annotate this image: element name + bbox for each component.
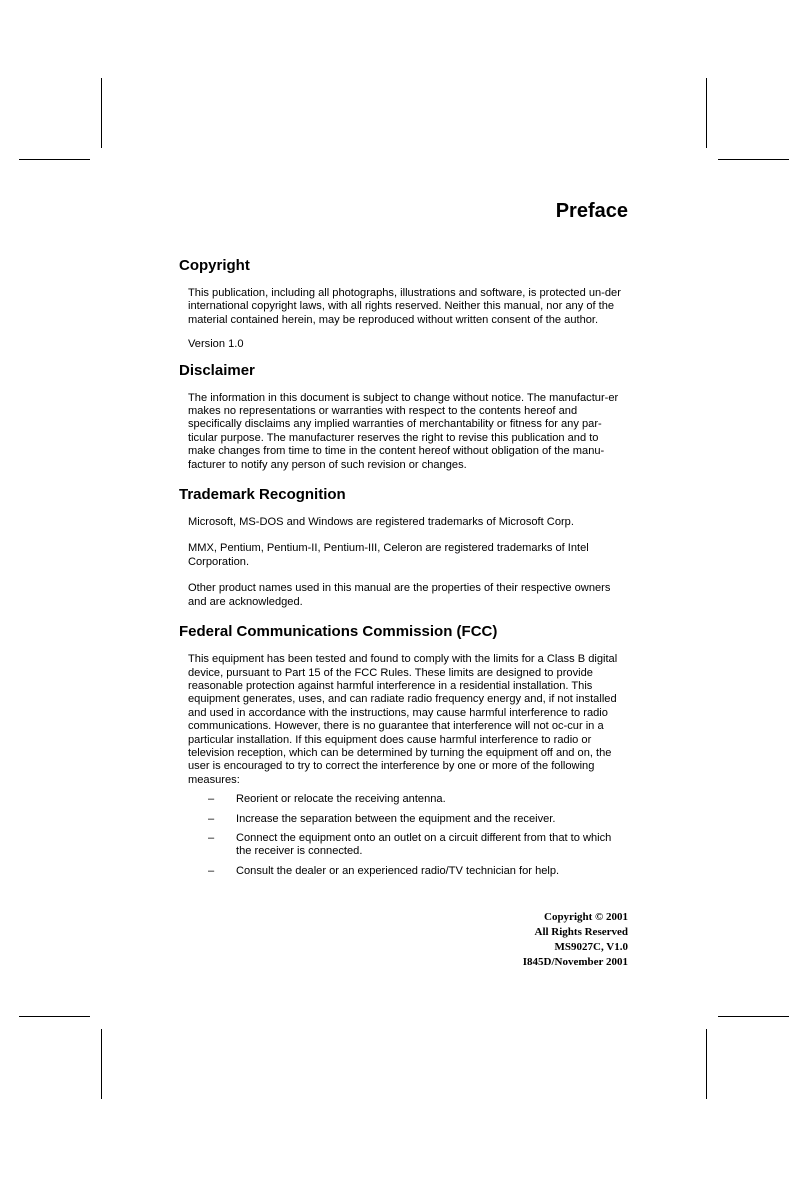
- crop-mark-bottom-left-horizontal: [19, 1016, 90, 1017]
- list-item: [188, 793, 628, 806]
- paragraph: Microsoft, MS-DOS and Windows are registered trademarks of Microsoft Corp.: [188, 516, 574, 529]
- paragraph: This equipment has been tested and found to comply with the limits for a Class B digital device, pursuant to Part 15 of the FCC Rules. These limits are designed to provide reasonable protection against harmful interference in a residential installation. This equipment generates, uses, and can radiate radio frequency energy and, if not installed and used in accordance with the instructions, may cause harmful interference to radio communications. However, there is no guarantee that interference will not oc-cur in a particular installation. If this equipment does cause harmful interference to radio or television reception, which can be determined by turning the equipment off and on, the user is encouraged to try to correct the interference by one or more of the following measures:: [188, 653, 618, 786]
- copyright-footer: [523, 910, 628, 970]
- dash-bullet: –: [208, 864, 215, 877]
- footer-rights-line: All Rights Reserved: [534, 926, 628, 938]
- footer-date-line: I845D/November 2001: [522, 956, 628, 968]
- section-trademark-recognition: [179, 486, 628, 609]
- section-heading: Copyright: [179, 257, 250, 274]
- section-heading: Trademark Recognition: [179, 486, 346, 504]
- crop-mark-top-left-horizontal: [19, 159, 90, 160]
- list-item-text: Connect the equipment onto an outlet on a circuit different from that to which the receiver is connected.: [236, 831, 612, 858]
- dash-bullet: –: [208, 831, 215, 844]
- paragraph: The information in this document is subject to change without notice. The manufactur-er makes no representations or warranties with respect to the contents hereof and specifically disclaims any implied warranties of merchantability or fitness for any par-ticular purpose. The manufacturer reserves the right to revise this publication and to make changes from time to time in the content hereof without obligation of the manu-facturer to notify any person of such revision or changes.: [188, 391, 619, 471]
- list-item: [188, 832, 628, 859]
- crop-mark-top-right-horizontal: [718, 159, 789, 160]
- dash-bullet: –: [208, 812, 215, 825]
- crop-mark-bottom-right-horizontal: [718, 1016, 789, 1017]
- document-body: [179, 257, 628, 888]
- measures-list: [188, 793, 628, 878]
- footer-copyright-line: Copyright © 2001: [544, 911, 628, 923]
- crop-mark-top-right-vertical: [706, 78, 707, 148]
- section-fcc: [179, 623, 628, 878]
- list-item: [188, 813, 628, 826]
- crop-mark-top-left-vertical: [101, 78, 102, 148]
- list-item-text: Consult the dealer or an experienced radio/TV technician for help.: [236, 864, 560, 877]
- list-item-text: Increase the separation between the equipment and the receiver.: [236, 812, 556, 825]
- section-copyright: [179, 257, 628, 352]
- section-disclaimer: [179, 362, 628, 472]
- footer-model-line: MS9027C, V1.0: [554, 941, 628, 953]
- list-item: [188, 865, 628, 878]
- crop-mark-bottom-right-vertical: [706, 1029, 707, 1099]
- crop-mark-bottom-left-vertical: [101, 1029, 102, 1099]
- section-heading: Federal Communications Commission (FCC): [179, 623, 498, 641]
- page-title: Preface: [555, 200, 628, 222]
- paragraph: MMX, Pentium, Pentium-II, Pentium-III, Celeron are registered trademarks of Intel Corporation.: [188, 542, 589, 568]
- list-item-text: Reorient or relocate the receiving antenna.: [236, 793, 446, 806]
- version-text: Version 1.0: [188, 338, 244, 351]
- section-heading: Disclaimer: [179, 361, 255, 379]
- dash-bullet: –: [208, 793, 215, 806]
- paragraph: This publication, including all photographs, illustrations and software, is protected un-der international copyright laws, with all rights reserved. Neither this manual, nor any of the material contained herein, may be reproduced without written consent of the author.: [188, 287, 621, 326]
- paragraph: Other product names used in this manual are the properties of their respective owners and are acknowledged.: [188, 582, 611, 608]
